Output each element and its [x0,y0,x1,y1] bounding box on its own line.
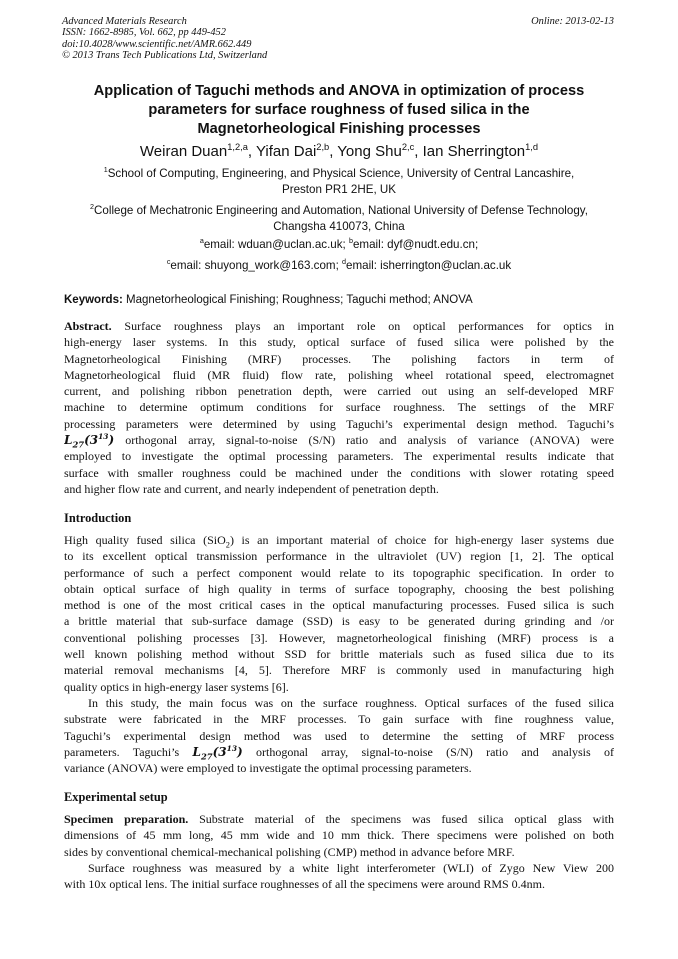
copyright-line: © 2013 Trans Tech Publications Ltd, Switzerland [62,49,268,61]
experimental-line: with 10x optical lens. The initial surface roughnesses of all the specimens were around RMS 0.4nm. [64,877,546,892]
intro-line: orthogonal array, signal-to-noise (S/N) ratio and analysis of [242,744,614,759]
intro-line: obtain optical surface of high quality in terms of surface topography, choosing the best polishing [64,581,614,596]
abstract-line: Surface roughness plays an important role on optical performances for optics in [111,319,614,333]
intro-line: variance (ANOVA) were employed to investigate the optimal processing parameters. [64,761,472,776]
experimental-line: Substrate material of the specimens was fused silica optical glass with [188,812,614,826]
email-text: email: wduan@uclan.ac.uk; [203,238,349,251]
abstract-line: machine to determine optimum conditions for surface roughness. The settings of the MRF [64,400,614,415]
abstract-line: employed to investigate the optimal processing parameters. The experimental results indicate that [64,449,614,464]
experimental-line: sides by conventional chemical-mechanical polishing (CMP) method in advance before MRF. [64,844,515,859]
email-marker: d [342,257,347,267]
affiliation-text: College of Mechatronic Engineering and Automation, National University of Defense Technology, [94,204,588,217]
abstract-line: and higher flow rate and current, and nearly independent of penetration depth. [64,481,439,496]
affiliation-text: Preston PR1 2HE, UK [281,183,397,196]
abstract-line: orthogonal array, signal-to-noise (S/N) ratio and analysis of variance (ANOVA) were [114,433,614,448]
intro-line: In this study, the main focus was on the surface roughness. Optical surfaces of the fused silica [88,695,614,710]
subscript: 2 [225,540,230,549]
title-line-2: parameters for surface roughness of fused silica in the [148,102,530,118]
experimental-line: dimensions of 45 mm long, 45 mm wide and 10 mm thick. There specimens were polished on both [64,828,614,843]
author-name: Ian Sherrington [422,143,526,160]
journal-header [62,16,267,61]
email-text: email: shuyong_work@163.com; [170,259,343,272]
experimental-line: Surface roughness was measured by a white light interferometer (WLI) of Zygo New View 200 [88,860,614,875]
intro-line: High quality fused silica (SiO [64,533,226,547]
intro-line: performance of such a perfect component would relate to its topographic specification. In order to [64,565,614,580]
online-date: Online: 2013-02-13 [531,16,614,27]
section-heading-experimental: Experimental setup [64,790,168,804]
affiliation-number: 2 [90,202,95,212]
title-line-3: Magnetorheological Finishing processes [197,121,481,137]
author-name: Yifan Dai [255,143,317,160]
intro-line: to its excellent optical transmission performance in the ultraviolet (UV) region [1, 2]. The optical [64,549,614,564]
orthogonal-array-symbol: $L_{27}(3^{13})$ [64,432,115,449]
affiliation-number: 1 [103,165,108,175]
author-superscript: 1,2,a [227,142,248,152]
author-name: Weiran Duan [139,143,228,160]
affiliation-text: School of Computing, Engineering, and Physical Science, University of Central Lancashire, [107,167,575,180]
section-heading-introduction: Introduction [64,511,132,525]
keywords-label: Keywords: [64,294,123,306]
email-marker: a [199,236,204,246]
author-name: Yong Shu [337,143,402,160]
paper-title [40,82,638,139]
author-list: Weiran Duan$^{1,2,a}$, Yifan Dai$^{2,b}$, Yong Shu$^{2,c}$, Ian Sherrington$^{1,d}$ [139,142,539,160]
experimental-text [64,811,614,892]
subsection-label: Specimen preparation. [64,812,189,826]
abstract-line: processing parameters were determined by using Taguchi’s experimental design method. Taguchi’s [64,416,614,431]
affiliation-text: Changsha 410073, China [273,220,405,233]
journal-name: Advanced Materials Research [62,16,187,27]
intro-line: well known polishing method without SSD for brittle materials such as fused silica due to its [64,647,614,662]
intro-line: method is one of the most critical cases in the optical manufacturing processes. Fused silica is such [64,598,614,613]
introduction-text [64,532,614,776]
intro-line: parameters. Taguchi’s [64,744,193,759]
issn-line: ISSN: 1662-8985, Vol. 662, pp 449-452 [62,27,226,39]
abstract-label: Abstract. [64,319,112,333]
keywords-text: Magnetorheological Finishing; Roughness; Taguchi method; ANOVA [122,294,473,306]
email-marker: c [166,257,171,267]
keywords [64,294,473,306]
intro-line: substrate were fabricated in the MRF processes. To gain surface with fine roughness value, [64,712,614,727]
abstract-line: Magnetorheological Finishing (MRF) processes. The polishing factors in term of [64,351,614,366]
author-superscript: 1,d [525,142,539,152]
email-text: email: isherrington@uclan.ac.uk [346,259,512,272]
affiliation-1 [50,166,628,198]
abstract-line: high-energy laser systems. In this study, optical surface of fused silica were polished by the [64,335,614,350]
email-text: email: dyf@nudt.edu.cn; [352,238,479,251]
intro-line: Taguchi’s experimental design method was used to determine the setting of MRF process [64,728,614,743]
intro-line: ) is an important material of choice for high-energy laser systems due [229,533,614,547]
title-line-1: Application of Taguchi methods and ANOVA in optimization of process [93,83,585,99]
abstract-line: Magnetorheological fluid (MR fluid) flow rate, polishing wheel rotational speed, electromagnet [64,367,614,382]
affiliation-2 [50,203,628,235]
author-superscript: 2,b [316,142,330,152]
abstract-line: surface with smaller roughness could be machined under the conditions with slower rotating speed [64,465,614,480]
email-marker: b [348,236,353,246]
intro-line: conventional polishing processes [3]. However, magnetorheological finishing (MRF) process is a [64,630,614,645]
email-list [50,237,628,274]
intro-line: a brittle material that sub-surface damage (SSD) is easy to be generated during grinding and /or [64,614,614,629]
abstract-line: current, and polishing ribbon penetration depth, were carried out using an self-developed MRF [64,384,614,399]
intro-line: material removal mechanisms [4, 5]. Therefore MRF is commonly used in manufacturing high [64,663,614,678]
orthogonal-array-symbol: $L_{27}(3^{13})$ [192,743,243,761]
abstract [64,318,614,497]
doi-line: doi:10.4028/www.scientific.net/AMR.662.449 [62,38,252,50]
author-superscript: 2,c [401,142,415,152]
intro-line: quality optics in high-energy laser systems [6]. [64,679,289,694]
